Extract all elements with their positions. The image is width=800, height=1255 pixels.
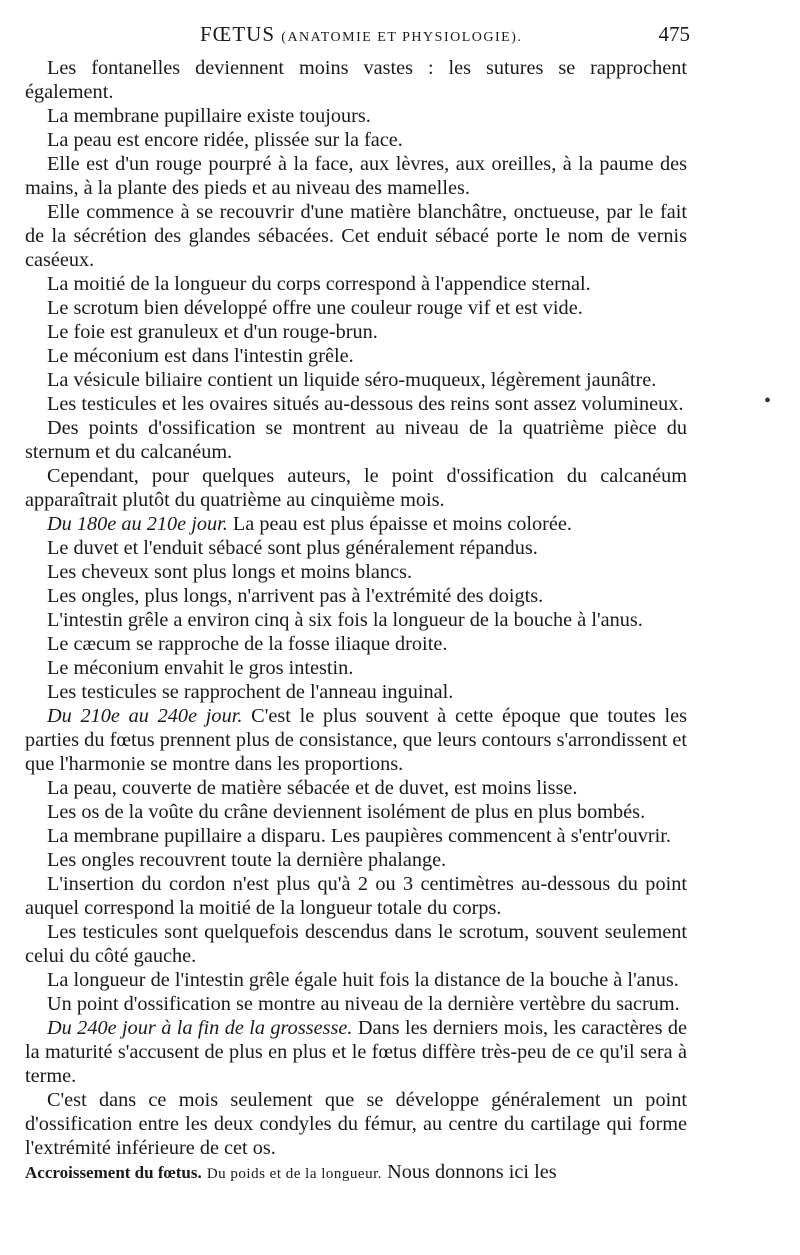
paragraph: Les testicules se rapprochent de l'anneau inguinal.: [47, 681, 454, 703]
paragraph: La moitié de la longueur du corps correspond à l'appendice sternal.: [47, 273, 591, 295]
page-header: [22, 22, 690, 48]
paragraph: Elle est d'un rouge pourpré à la face, aux lèvres, aux oreilles, à la paume des mains, à la plante des pieds et au niveau des mamelles.: [25, 153, 687, 199]
growth-subheading: Du poids et de la longueur.: [206, 1166, 382, 1182]
paragraph: La peau, couverte de matière sébacée et de duvet, est moins lisse.: [47, 777, 578, 799]
paragraph: Du 210e au 240e jour. C'est le plus souvent à cette époque que toutes les parties du fœtus prennent plus de consistance, que leurs contours s'arrondissent et que l'harmonie se montre dans les proportions.: [25, 705, 688, 775]
paragraph: Les os de la voûte du crâne deviennent isolément de plus en plus bombés.: [47, 801, 646, 823]
paragraph: Un point d'ossification se montre au niveau de la dernière vertèbre du sacrum.: [47, 993, 680, 1015]
paragraph: La membrane pupillaire a disparu. Les paupières commencent à s'entr'ouvrir.: [47, 825, 671, 847]
paragraph: La vésicule biliaire contient un liquide séro-muqueux, légèrement jaunâtre.: [47, 369, 657, 391]
paragraph: Les ongles recouvrent toute la dernière phalange.: [47, 849, 447, 871]
paragraph: Accroissement du fœtus. Du poids et de la longueur. Nous donnons ici les: [25, 1161, 557, 1183]
paragraph: La membrane pupillaire existe toujours.: [47, 105, 371, 127]
page-body: [25, 56, 687, 1186]
section-heading-210: Du 210e au 240e jour.: [47, 705, 243, 727]
paragraph: Du 240e jour à la fin de la grossesse. Dans les derniers mois, les caractères de la maturité s'accusent de plus en plus et le fœtus diffère très-peu de ce qu'il sera à terme.: [25, 1017, 687, 1087]
paragraph: La peau est encore ridée, plissée sur la face.: [47, 129, 403, 151]
growth-heading: Accroissement du fœtus.: [25, 1163, 202, 1182]
paragraph: Le duvet et l'enduit sébacé sont plus généralement répandus.: [47, 537, 538, 559]
paragraph: L'intestin grêle a environ cinq à six fois la longueur de la bouche à l'anus.: [47, 609, 643, 631]
paragraph: Le foie est granuleux et d'un rouge-brun.: [47, 321, 378, 343]
page-number: 475: [658, 22, 690, 46]
paragraph: Le cæcum se rapproche de la fosse iliaque droite.: [47, 633, 448, 655]
paragraph: Le scrotum bien développé offre une couleur rouge vif et est vide.: [47, 297, 583, 319]
running-title: FŒTUS (ANATOMIE ET PHYSIOLOGIE).: [200, 22, 523, 46]
paragraph: Les cheveux sont plus longs et moins blancs.: [47, 561, 413, 583]
paragraph: Les testicules sont quelquefois descendus dans le scrotum, souvent seulement celui du côté gauche.: [25, 921, 687, 967]
paragraph: Le méconium est dans l'intestin grêle.: [47, 345, 354, 367]
paragraph: Du 180e au 210e jour. La peau est plus épaisse et moins colorée.: [47, 513, 572, 535]
paragraph: Le méconium envahit le gros intestin.: [47, 657, 354, 679]
paragraph: Elle commence à se recouvrir d'une matière blanchâtre, onctueuse, par le fait de la sécrétion des glandes sébacées. Cet enduit sébacé porte le nom de vernis caséeux.: [25, 201, 687, 271]
paragraph: Cependant, pour quelques auteurs, le point d'ossification du calcanéum apparaîtrait plutôt du quatrième au cinquième mois.: [25, 465, 687, 511]
paragraph: Les fontanelles deviennent moins vastes : les sutures se rapprochent également.: [25, 57, 687, 103]
section-heading-180: Du 180e au 210e jour.: [47, 513, 228, 535]
paragraph: Des points d'ossification se montrent au niveau de la quatrième pièce du sternum et du calcanéum.: [25, 417, 687, 463]
paragraph: Les ongles, plus longs, n'arrivent pas à l'extrémité des doigts.: [47, 585, 544, 607]
paragraph: C'est dans ce mois seulement que se développe généralement un point d'ossification entre les deux condyles du fémur, au centre du cartilage qui forme l'extrémité inférieure de cet os.: [25, 1089, 687, 1159]
paragraph: Les testicules et les ovaires situés au-dessous des reins sont assez volumineux.: [47, 393, 684, 415]
section-heading-240: Du 240e jour à la fin de la grossesse.: [47, 1017, 353, 1039]
print-speck: •: [764, 390, 772, 412]
paragraph: La longueur de l'intestin grêle égale huit fois la distance de la bouche à l'anus.: [47, 969, 679, 991]
paragraph: L'insertion du cordon n'est plus qu'à 2 ou 3 centimètres au-dessous du point auquel correspond la moitié de la longueur totale du corps.: [25, 873, 687, 919]
